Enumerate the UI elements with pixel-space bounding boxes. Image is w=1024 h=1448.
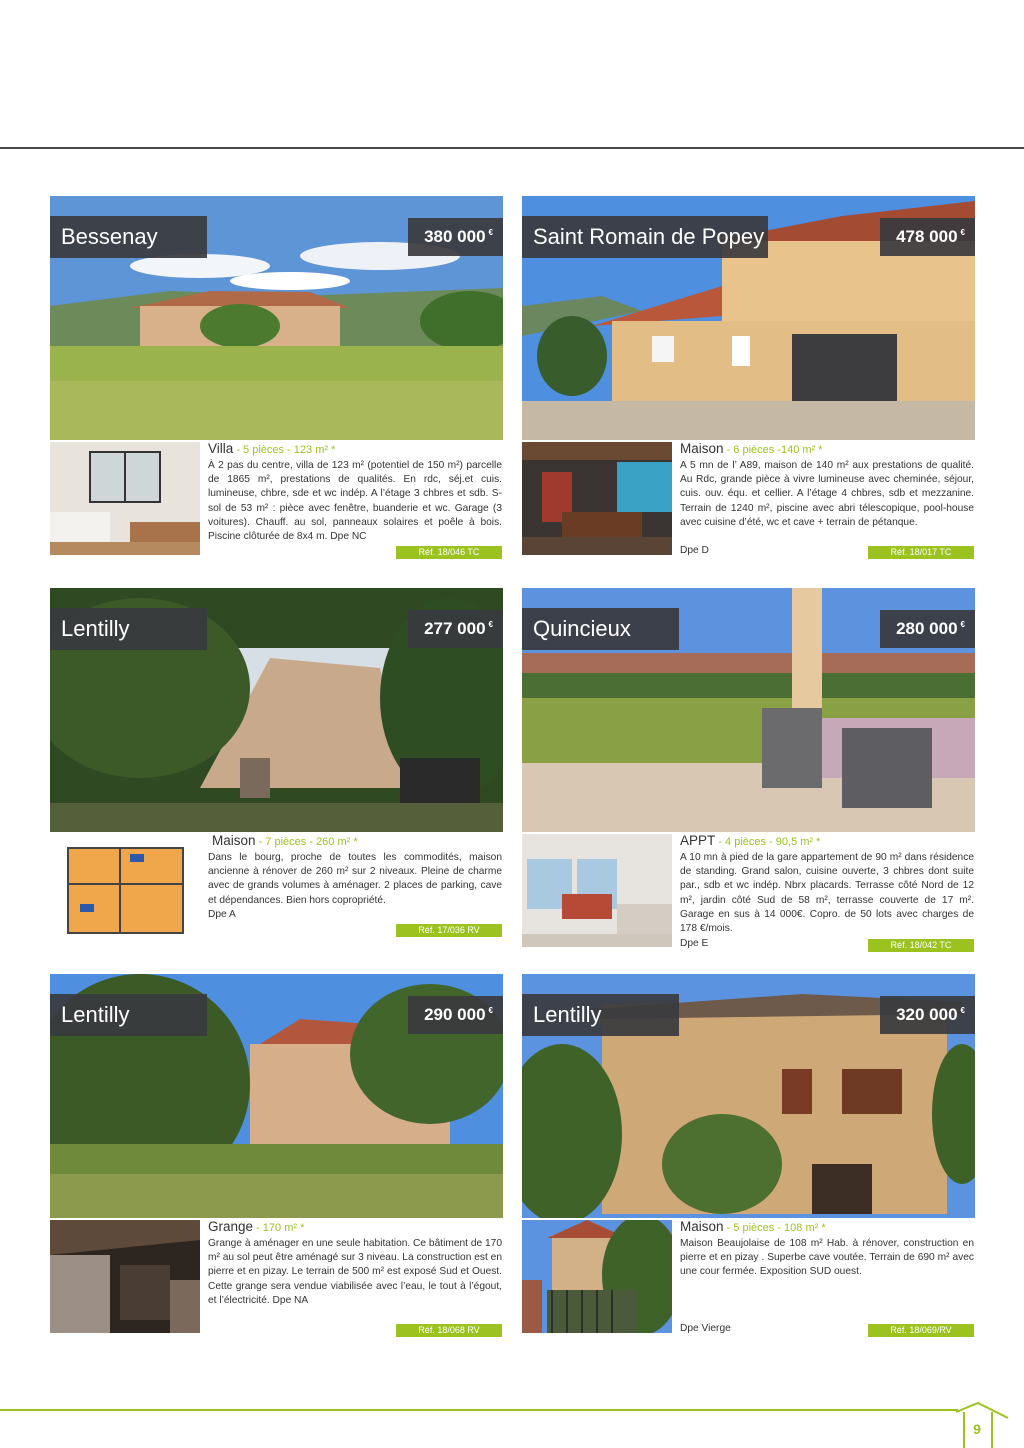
- price-tag: [408, 996, 503, 1034]
- property-details: - 7 pièces - 260 m² *: [255, 836, 358, 848]
- listing-info: [680, 441, 974, 561]
- property-description: A 5 mn de l’ A89, maison de 140 m² aux prestations de qualité. Au Rdc, grande pièce à vivre lumineuse avec cheminée, séjour, cuis. ouv. équ. et cellier. A l’étage 4 chbres, sdb et mezzanine. Terrain de 1240 m², piscine avec abri télescopique, pool-house avec cuisine d’été, wc et cave + terrain de pétanque.: [680, 460, 974, 528]
- currency-symbol: €: [960, 228, 965, 237]
- price-tag: [408, 218, 503, 256]
- header-divider: [0, 147, 1024, 149]
- currency-symbol: €: [488, 1006, 493, 1015]
- city-label: Bessenay: [50, 216, 207, 258]
- city-label: Saint Romain de Popey: [522, 216, 768, 258]
- interior-thumbnail[interactable]: [50, 442, 200, 555]
- listing-heading: [208, 1219, 502, 1236]
- listing-info: [208, 1219, 502, 1339]
- reference-badge: Réf. 18/068 RV: [396, 1324, 502, 1337]
- listing-heading: [680, 833, 974, 850]
- price-value: 277 000: [424, 619, 486, 638]
- price-value: 290 000: [424, 1005, 486, 1024]
- currency-symbol: €: [488, 620, 493, 629]
- currency-symbol: €: [960, 1006, 965, 1015]
- property-details: - 4 pièces - 90,5 m² *: [715, 836, 821, 848]
- reference-badge: Réf. 18/042 TC: [868, 939, 974, 952]
- dpe-rating: Dpe E: [680, 938, 709, 949]
- property-type: Grange: [208, 1219, 254, 1234]
- dpe-rating: Dpe A: [208, 908, 236, 920]
- property-type: APPT: [680, 833, 716, 848]
- price-tag: [408, 610, 503, 648]
- listing-heading: [680, 441, 974, 458]
- page-number: 9: [973, 1421, 981, 1437]
- property-description: Grange à aménager en une seule habitation. Ce bâtiment de 170 m² au sol peut être aménagé sur 3 niveau. La construction est en pierre et en pizay. Le terrain de 500 m² est exposé Sud et Ouest. Cette grange sera vendue viabilisée avec l’eau, le tout à l’égout, et l’électricité. Dpe NA: [208, 1238, 502, 1306]
- reference-badge: Réf. 18/046 TC: [396, 546, 502, 559]
- listing-info: [208, 441, 502, 561]
- property-details: - 5 pièces - 108 m² *: [723, 1222, 826, 1234]
- exterior-thumbnail[interactable]: [522, 1220, 672, 1333]
- price-tag: [880, 610, 975, 648]
- listing-info: [680, 1219, 974, 1339]
- price-value: 380 000: [424, 227, 486, 246]
- footer-divider: [0, 1409, 958, 1411]
- listing-heading: [680, 1219, 974, 1236]
- property-details: - 170 m² *: [253, 1222, 305, 1234]
- reference-badge: Réf. 18/017 TC: [868, 546, 974, 559]
- property-type: Maison: [212, 833, 256, 848]
- property-description: Dans le bourg, proche de toutes les commodités, maison ancienne à rénover de 260 m² sur 2 niveaux. Pleine de charme avec de grands volumes à aménager. 2 places de parking, cave et dépendances. Bien hors copropriété.: [208, 852, 502, 906]
- property-type: Maison: [680, 441, 724, 456]
- city-label: Lentilly: [50, 608, 207, 650]
- listing-info: [208, 833, 502, 953]
- property-type: Villa: [208, 441, 234, 456]
- floor-plan-thumbnail[interactable]: [50, 834, 200, 947]
- property-description: Maison Beaujolaise de 108 m² Hab. à rénover, construction en pierre et en pizay . Superbe cave voutée. Terrain de 690 m² avec une cour fermée. Exposition SUD ouest.: [680, 1238, 974, 1278]
- dpe-rating: Dpe Vierge: [680, 1323, 731, 1334]
- reference-badge: Réf. 18/069/RV: [868, 1324, 974, 1337]
- price-tag: [880, 996, 975, 1034]
- currency-symbol: €: [488, 228, 493, 237]
- price-value: 478 000: [896, 227, 958, 246]
- price-tag: [880, 218, 975, 256]
- property-description: A 10 mn à pied de la gare appartement de 90 m² dans résidence de standing. Grand salon, cuisine ouverte, 3 chbres dont suite par., sdb et wc indép. Nbrx placards. Terrasse côté Nord de 12 m², jardin côté Sud de 58 m², terrasse couverte de 17 m². Garage en sus à 14 000€. Copro. de 50 lots avec charges de 178 €/mois.: [680, 852, 974, 935]
- dpe-rating: Dpe D: [680, 545, 709, 556]
- property-description: À 2 pas du centre, villa de 123 m² (potentiel de 150 m²) parcelle de 1865 m², prestations de qualités. En rdc, séj.et cuis. lumineuse, chbre, sde et wc indép. A l’étage 3 chbres et sdb. S-sol de 53 m² : pièce avec fenêtre, buanderie et wc. Garage (3 voitures). Chauff. au sol, panneaux solaires et poêle à bois. Piscine clôturée de 8x4 m. Dpe NC: [208, 460, 502, 543]
- interior-thumbnail[interactable]: [522, 442, 672, 555]
- interior-thumbnail[interactable]: [522, 834, 672, 947]
- interior-thumbnail[interactable]: [50, 1220, 200, 1333]
- property-details: - 6 pièces -140 m² *: [723, 444, 823, 456]
- property-type: Maison: [680, 1219, 724, 1234]
- city-label: Lentilly: [50, 994, 207, 1036]
- price-value: 280 000: [896, 619, 958, 638]
- listing-heading: [208, 833, 502, 850]
- city-label: Lentilly: [522, 994, 679, 1036]
- reference-badge: Réf. 17/036 RV: [396, 924, 502, 937]
- currency-symbol: €: [960, 620, 965, 629]
- property-details: - 5 pièces - 123 m² *: [233, 444, 336, 456]
- listing-heading: [208, 441, 502, 458]
- city-label: Quincieux: [522, 608, 679, 650]
- price-value: 320 000: [896, 1005, 958, 1024]
- listing-info: [680, 833, 974, 953]
